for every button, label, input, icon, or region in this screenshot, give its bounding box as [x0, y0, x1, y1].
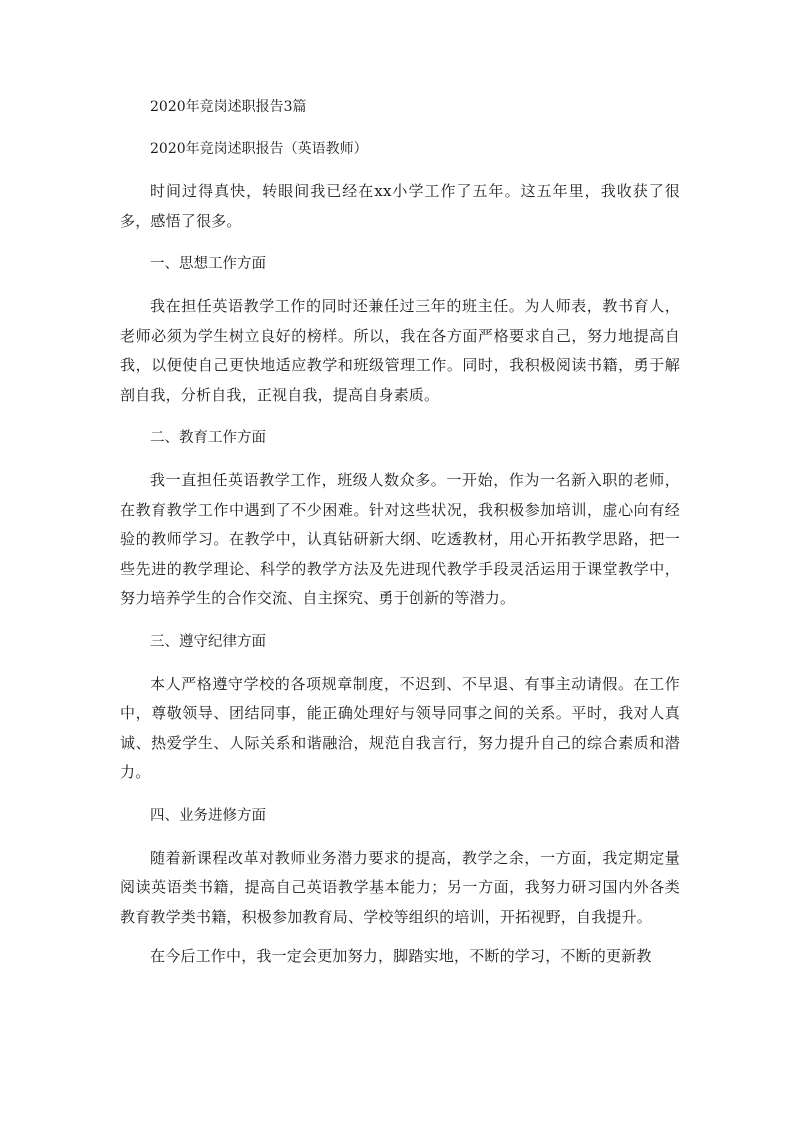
section-heading-discipline: 三、遵守纪律方面	[150, 633, 266, 650]
section-heading-thought: 一、思想工作方面	[150, 256, 266, 272]
section-body-thought: 我在担任英语教学工作的同时还兼任过三年的班主任。为人师表，教书育人，老师必须为学生树立良好的榜样。所以，我在各方面严格要求自己，努力地提高自我，以便使自己更快地适应教学和班级管理工作。同时，我积极阅读书籍，勇于解剖自我，分析自我，正视自我，提高自身素质。	[120, 297, 680, 404]
document-page	[120, 97, 680, 972]
section-body-discipline: 本人严格遵守学校的各项规章制度，不迟到、不早退、有事主动请假。在工作中，尊敬领导、团结同事，能正确处理好与领导同事之间的关系。平时，我对人真诚、热爱学生、人际关系和谐融洽，规范自我言行，努力提升自己的综合素质和潜力。	[120, 674, 680, 781]
closing-paragraph: 在今后工作中，我一定会更加努力，脚踏实地，不断的学习，不断的更新教	[150, 947, 652, 965]
document-title: 2020年竞岗述职报告3篇	[150, 99, 307, 115]
intro-paragraph: 时间过得真快，转眼间我已经在xx小学工作了五年。这五年里，我收获了很多，感悟了很多。	[120, 182, 680, 230]
section-heading-education: 二、教育工作方面	[150, 430, 266, 446]
section-body-study: 随着新课程改革对教师业务潜力要求的提高，教学之余，一方面，我定期定量阅读英语类书籍，提高自己英语教学基本能力；另一方面，我努力研习国内外各类教育教学类书籍，积极参加教育局、学校等组织的培训，开拓视野，自我提升。	[120, 848, 680, 926]
document-subtitle: 2020年竞岗述职报告（英语教师）	[150, 141, 368, 157]
section-body-education: 我一直担任英语教学工作，班级人数众多。一开始，作为一名新入职的老师，在教育教学工作中遇到了不少困难。针对这些状况，我积极参加培训，虚心向有经验的教师学习。在教学中，认真钻研新大纲、吃透教材，用心开拓教学思路，把一些先进的教学理论、科学的教学方法及先进现代教学手段灵活运用于课堂教学中，努力培养学生的合作交流、自主探究、勇于创新的等潜力。	[120, 471, 680, 607]
section-heading-study: 四、业务进修方面	[150, 807, 266, 824]
